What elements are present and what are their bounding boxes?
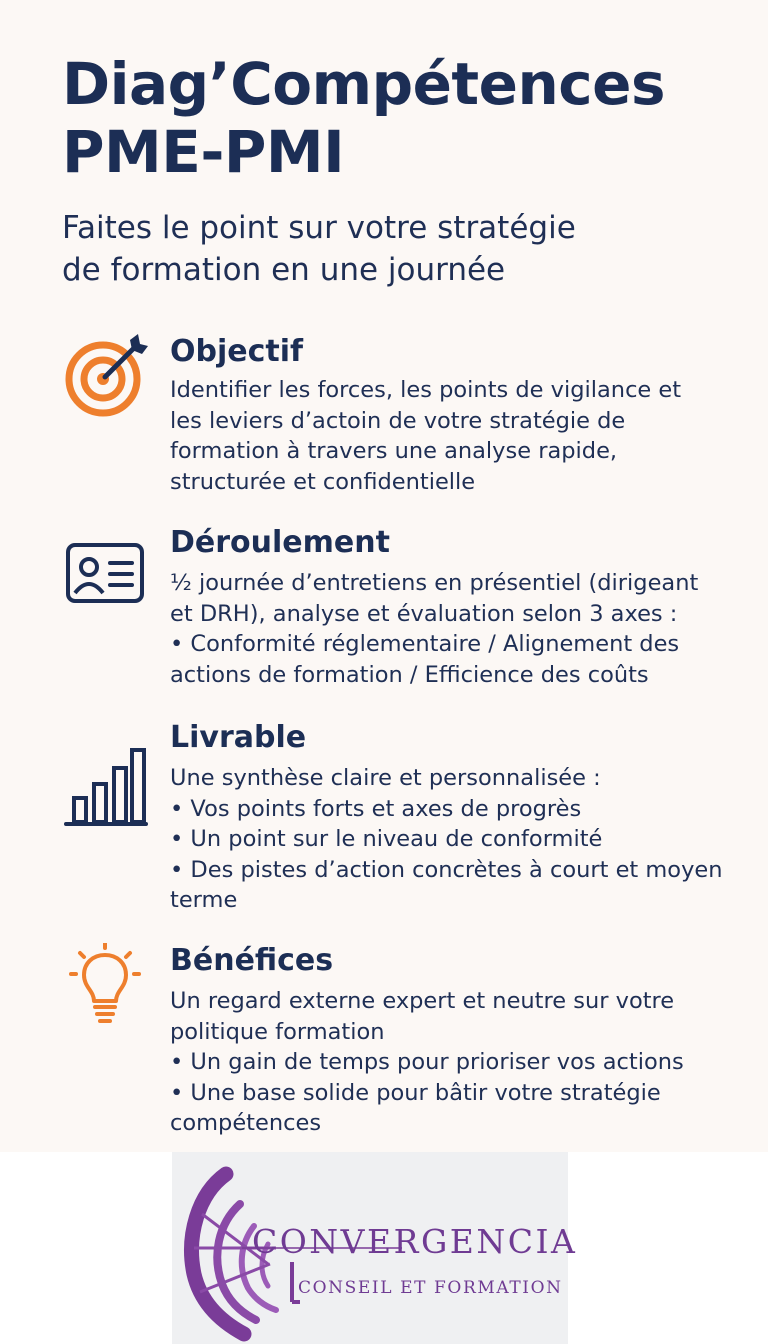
body-line: et DRH), analyse et évaluation selon 3 axes : bbox=[170, 600, 678, 627]
section-title: Déroulement bbox=[170, 525, 390, 560]
title-line-1: Diag’Compétences bbox=[62, 50, 666, 118]
section-title: Objectif bbox=[170, 334, 304, 369]
body-line: politique formation bbox=[170, 1018, 385, 1045]
body-line: compétences bbox=[170, 1110, 322, 1136]
body-line: ½ journée d’entretiens en présentiel (dirigeant bbox=[170, 570, 699, 596]
body-line: • Un gain de temps pour prioriser vos actions bbox=[170, 1049, 684, 1075]
body-line: • Conformité réglementaire / Alignement des bbox=[170, 631, 680, 657]
id-card-icon bbox=[60, 535, 150, 625]
section-body bbox=[170, 763, 730, 916]
body-line: • Des pistes d’action concrètes à court et moyen bbox=[170, 856, 723, 883]
subtitle-line-1: Faites le point sur votre stratégie bbox=[62, 210, 576, 246]
section-title: Livrable bbox=[170, 720, 307, 755]
section-body bbox=[170, 375, 730, 497]
logo-tagline: CONSEIL ET FORMATION bbox=[298, 1278, 563, 1298]
title-line-2: PME-PMI bbox=[62, 118, 345, 186]
bar-chart-icon bbox=[60, 740, 150, 830]
section-title: Bénéfices bbox=[170, 943, 334, 978]
body-line: les leviers d’actoin de votre stratégie de bbox=[170, 407, 626, 434]
body-line: formation à travers une analyse rapide, bbox=[170, 438, 618, 464]
body-line: terme bbox=[170, 887, 238, 913]
body-line: Une synthèse claire et personnalisée : bbox=[170, 765, 601, 791]
body-line: Identifier les forces, les points de vigilance et bbox=[170, 377, 682, 403]
body-line: actions de formation / Efficience des coûts bbox=[170, 661, 649, 688]
body-line: • Un point sur le niveau de conformité bbox=[170, 826, 603, 852]
lightbulb-icon bbox=[60, 943, 150, 1033]
body-line: • Vos points forts et axes de progrès bbox=[170, 795, 582, 822]
target-icon bbox=[60, 330, 150, 420]
logo-name: CONVERGENCIA bbox=[252, 1222, 578, 1261]
body-line: structurée et confidentielle bbox=[170, 468, 476, 495]
body-line: • Une base solide pour bâtir votre stratégie bbox=[170, 1079, 661, 1106]
section-body bbox=[170, 568, 730, 690]
page-subtitle bbox=[62, 207, 576, 291]
body-line: Un regard externe expert et neutre sur votre bbox=[170, 988, 675, 1014]
page-title bbox=[62, 50, 665, 186]
subtitle-line-2: de formation en une journée bbox=[62, 252, 506, 288]
section-body bbox=[170, 986, 730, 1139]
